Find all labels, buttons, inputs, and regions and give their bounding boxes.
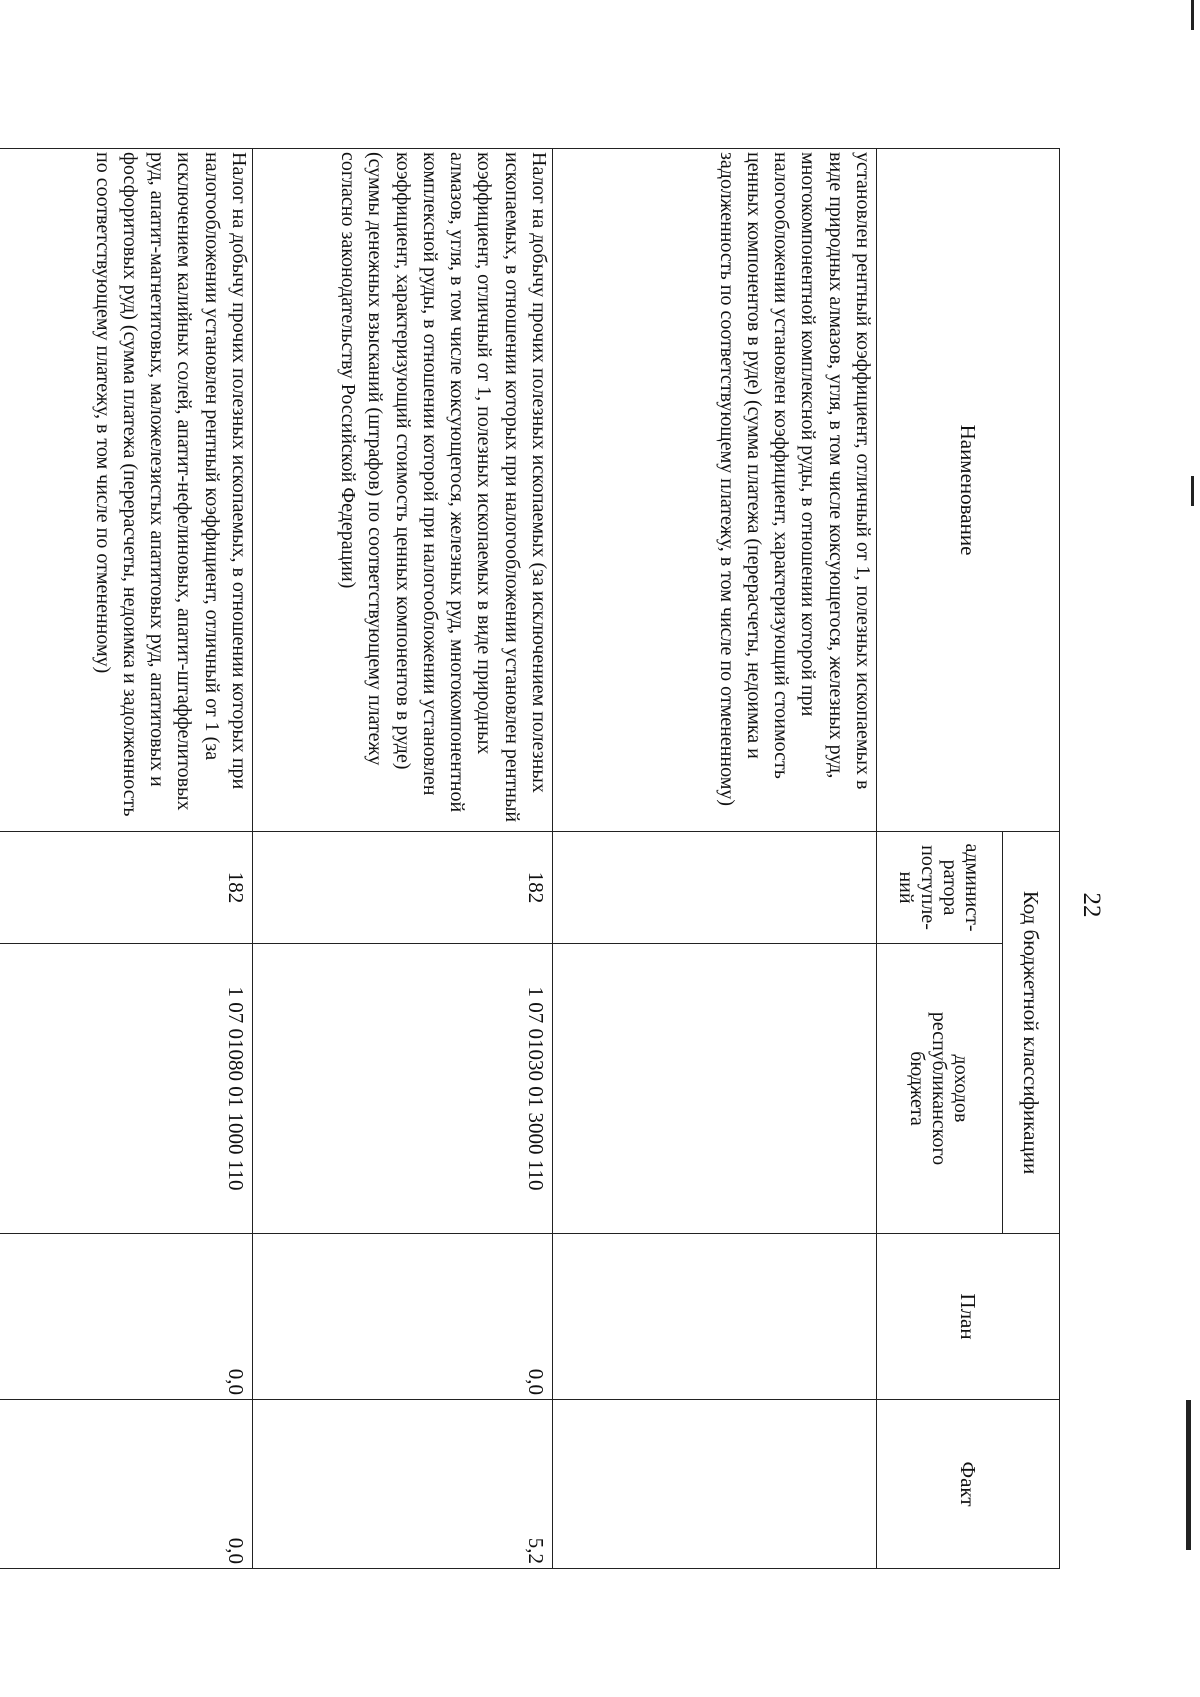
row-plan: 0,0 [0, 1234, 253, 1400]
row-administrator: 182 [253, 832, 553, 944]
page-number: 22 [1078, 892, 1105, 918]
header-code-group: Код бюджетной классификации [1003, 832, 1060, 1234]
row-administrator: 182 [0, 832, 253, 944]
table-row [253, 149, 553, 1569]
header-plan: План [877, 1234, 1060, 1400]
row-income-code [553, 944, 877, 1234]
row-income-code: 1 07 01080 01 1000 110 [0, 944, 253, 1234]
header-administrator [877, 832, 1003, 944]
row-plan: 0,0 [253, 1234, 553, 1400]
table-row [0, 149, 253, 1569]
header-income-text: доходов республиканского бюджета [906, 1011, 973, 1166]
row-income-code: 1 07 01030 01 3000 110 [253, 944, 553, 1234]
budget-table [0, 148, 1060, 1569]
header-name: Наименование [877, 149, 1060, 832]
row-fact: 0,0 [0, 1400, 253, 1569]
table-row [553, 149, 877, 1569]
header-row-top [1003, 149, 1060, 1569]
row-name: установлен рентный коэффициент, отличный от 1, полезных ископаемых в виде природных алмазов, угля, в том числе коксующегося, железных руд, многокомпонентной комплексной руды, в отношении которой при налогообложении установлен коэффициент, характеризующий стоимость ценных компонентов в руде) (сумма платежа (перерасчеты, недоимка и задолженность по соответствующему платежу, в том числе по отмененному) [553, 149, 877, 832]
header-administrator-text: админист- ратора поступле- ний [895, 843, 984, 932]
header-income [877, 944, 1003, 1234]
row-plan [553, 1234, 877, 1400]
row-fact [553, 1400, 877, 1569]
row-fact: 5,2 [253, 1400, 553, 1569]
header-fact: Факт [877, 1400, 1060, 1569]
row-administrator [553, 832, 877, 944]
row-name: Налог на добычу прочих полезных ископаемых (за исключением полезных ископаемых, в отношении которых при налогообложении установлен рентный коэффициент, отличный от 1, полезных ископаемых в виде природных алмазов, угля, в том числе коксующегося, железных руд, многокомпонентной комплексной руды, в отношении которой при налогообложении установлен коэффициент, характеризующий стоимость ценных компонентов в руде) (суммы денежных взысканий (штрафов) по соответствующему платежу согласно законодательству Российской Федерации) [253, 149, 553, 832]
row-name: Налог на добычу прочих полезных ископаемых, в отношении которых при налогообложении установлен рентный коэффициент, отличный от 1 (за исключением калийных солей, апатит-нефелиновых, апатит-штаффелитовых руд, апатит-магнетитовых, маложелезистых апатитовых руд, апатитовых и фосфоритовых руд) (сумма платежа (перерасчеты, недоимка и задолженность по соответствующему платежу, в том числе по отмененному) [0, 149, 253, 832]
